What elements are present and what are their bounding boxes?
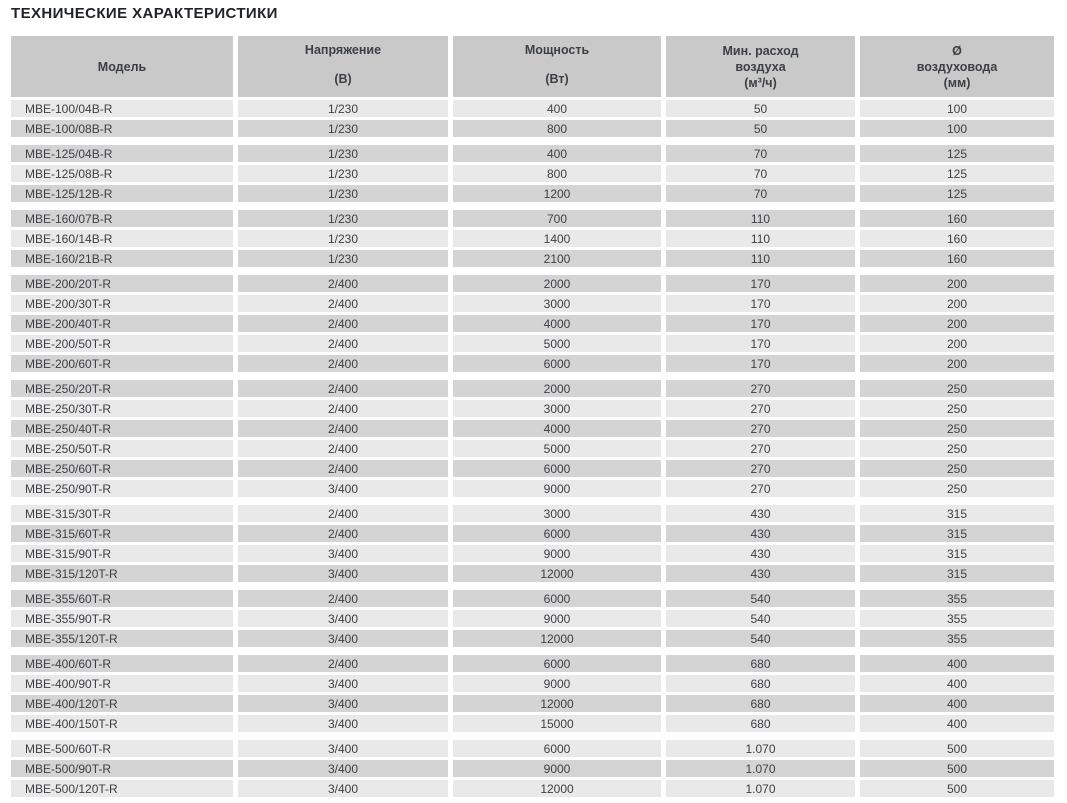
cell-power: 15000 (453, 715, 661, 732)
cell-diameter: 250 (860, 380, 1054, 397)
cell-model: MBE-355/120T-R (11, 630, 233, 647)
cell-voltage: 1/230 (238, 145, 448, 162)
cell-diameter: 200 (860, 335, 1054, 352)
cell-model: MBE-160/07B-R (11, 210, 233, 227)
cell-diameter: 200 (860, 295, 1054, 312)
cell-voltage: 2/400 (238, 335, 448, 352)
cell-model: MBE-400/120T-R (11, 695, 233, 712)
cell-voltage: 3/400 (238, 480, 448, 497)
cell-model: MBE-355/60T-R (11, 590, 233, 607)
cell-diameter: 250 (860, 480, 1054, 497)
cell-voltage: 2/400 (238, 460, 448, 477)
table-row (11, 505, 1055, 522)
cell-model: MBE-400/90T-R (11, 675, 233, 692)
cell-voltage: 1/230 (238, 165, 448, 182)
cell-model: MBE-250/90T-R (11, 480, 233, 497)
table-row (11, 355, 1055, 372)
cell-airflow: 680 (666, 655, 855, 672)
cell-diameter: 200 (860, 355, 1054, 372)
cell-model: MBE-100/04B-R (11, 100, 233, 117)
table-row (11, 760, 1055, 777)
cell-airflow: 680 (666, 695, 855, 712)
table-row (11, 100, 1055, 117)
cell-power: 6000 (453, 590, 661, 607)
cell-power: 9000 (453, 675, 661, 692)
table-row (11, 335, 1055, 352)
cell-airflow: 270 (666, 440, 855, 457)
cell-diameter: 315 (860, 525, 1054, 542)
cell-voltage: 3/400 (238, 545, 448, 562)
cell-voltage: 3/400 (238, 695, 448, 712)
cell-diameter: 250 (860, 460, 1054, 477)
cell-power: 4000 (453, 420, 661, 437)
table-row (11, 165, 1055, 182)
cell-power: 5000 (453, 440, 661, 457)
cell-diameter: 355 (860, 610, 1054, 627)
cell-diameter: 400 (860, 715, 1054, 732)
cell-voltage: 3/400 (238, 610, 448, 627)
table-row (11, 675, 1055, 692)
cell-diameter: 160 (860, 210, 1054, 227)
cell-airflow: 1.070 (666, 760, 855, 777)
cell-voltage: 2/400 (238, 400, 448, 417)
cell-airflow: 170 (666, 295, 855, 312)
cell-power: 400 (453, 100, 661, 117)
cell-diameter: 250 (860, 420, 1054, 437)
table-row (11, 545, 1055, 562)
cell-power: 800 (453, 120, 661, 137)
header-cell-model (11, 36, 233, 97)
cell-model: MBE-250/30T-R (11, 400, 233, 417)
cell-model: MBE-200/40T-R (11, 315, 233, 332)
table-row (11, 440, 1055, 457)
cell-model: MBE-315/120T-R (11, 565, 233, 582)
table-row (11, 565, 1055, 582)
table-row (11, 655, 1055, 672)
cell-airflow: 110 (666, 230, 855, 247)
cell-airflow: 1.070 (666, 780, 855, 797)
table-row (11, 780, 1055, 797)
cell-power: 6000 (453, 655, 661, 672)
cell-voltage: 3/400 (238, 760, 448, 777)
cell-airflow: 70 (666, 185, 855, 202)
table-row (11, 315, 1055, 332)
cell-airflow: 170 (666, 335, 855, 352)
cell-power: 800 (453, 165, 661, 182)
table-row (11, 590, 1055, 607)
cell-diameter: 250 (860, 440, 1054, 457)
cell-power: 6000 (453, 355, 661, 372)
cell-airflow: 270 (666, 460, 855, 477)
cell-diameter: 200 (860, 315, 1054, 332)
cell-diameter: 160 (860, 250, 1054, 267)
cell-airflow: 430 (666, 565, 855, 582)
cell-power: 1200 (453, 185, 661, 202)
cell-diameter: 400 (860, 695, 1054, 712)
table-row (11, 740, 1055, 757)
cell-diameter: 125 (860, 145, 1054, 162)
cell-model: MBE-500/60T-R (11, 740, 233, 757)
cell-voltage: 3/400 (238, 740, 448, 757)
cell-diameter: 315 (860, 545, 1054, 562)
cell-model: MBE-250/40T-R (11, 420, 233, 437)
cell-airflow: 540 (666, 630, 855, 647)
cell-voltage: 2/400 (238, 525, 448, 542)
spec-table (11, 36, 1055, 797)
cell-power: 3000 (453, 505, 661, 522)
cell-diameter: 500 (860, 780, 1054, 797)
cell-airflow: 50 (666, 120, 855, 137)
cell-diameter: 200 (860, 275, 1054, 292)
cell-airflow: 70 (666, 165, 855, 182)
cell-power: 12000 (453, 780, 661, 797)
cell-airflow: 110 (666, 250, 855, 267)
cell-airflow: 430 (666, 505, 855, 522)
cell-power: 1400 (453, 230, 661, 247)
cell-diameter: 500 (860, 760, 1054, 777)
cell-voltage: 2/400 (238, 440, 448, 457)
cell-power: 9000 (453, 610, 661, 627)
cell-airflow: 170 (666, 275, 855, 292)
cell-power: 700 (453, 210, 661, 227)
cell-airflow: 270 (666, 380, 855, 397)
cell-diameter: 400 (860, 655, 1054, 672)
header-label-line: воздуха (735, 59, 786, 74)
cell-voltage: 2/400 (238, 505, 448, 522)
table-row (11, 295, 1055, 312)
cell-power: 6000 (453, 460, 661, 477)
cell-power: 2100 (453, 250, 661, 267)
cell-model: MBE-500/90T-R (11, 760, 233, 777)
cell-voltage: 1/230 (238, 120, 448, 137)
cell-voltage: 1/230 (238, 250, 448, 267)
cell-diameter: 315 (860, 565, 1054, 582)
cell-airflow: 110 (666, 210, 855, 227)
header-label-line: Мин. расход (722, 43, 799, 58)
cell-model: MBE-250/60T-R (11, 460, 233, 477)
table-header-row (11, 36, 1055, 97)
cell-model: MBE-250/50T-R (11, 440, 233, 457)
cell-voltage: 2/400 (238, 355, 448, 372)
table-row (11, 695, 1055, 712)
cell-diameter: 315 (860, 505, 1054, 522)
cell-voltage: 2/400 (238, 420, 448, 437)
table-group (11, 210, 1055, 267)
cell-airflow: 430 (666, 525, 855, 542)
cell-airflow: 680 (666, 675, 855, 692)
table-row (11, 380, 1055, 397)
cell-airflow: 170 (666, 315, 855, 332)
cell-voltage: 3/400 (238, 675, 448, 692)
cell-model: MBE-400/60T-R (11, 655, 233, 672)
cell-diameter: 125 (860, 185, 1054, 202)
header-label-line: (В) (334, 72, 352, 86)
cell-airflow: 1.070 (666, 740, 855, 757)
table-row (11, 120, 1055, 137)
cell-power: 3000 (453, 295, 661, 312)
cell-power: 2000 (453, 380, 661, 397)
cell-voltage: 3/400 (238, 565, 448, 582)
cell-voltage: 2/400 (238, 315, 448, 332)
table-row (11, 275, 1055, 292)
header-label-line: Модель (97, 59, 147, 74)
cell-power: 4000 (453, 315, 661, 332)
table-row (11, 230, 1055, 247)
cell-airflow: 270 (666, 480, 855, 497)
cell-power: 9000 (453, 545, 661, 562)
cell-voltage: 2/400 (238, 275, 448, 292)
cell-power: 9000 (453, 480, 661, 497)
header-cell-diameter (860, 36, 1054, 97)
cell-airflow: 70 (666, 145, 855, 162)
table-group (11, 145, 1055, 202)
table-group (11, 380, 1055, 497)
cell-voltage: 1/230 (238, 230, 448, 247)
table-group (11, 590, 1055, 647)
table-group (11, 100, 1055, 137)
cell-diameter: 355 (860, 630, 1054, 647)
cell-model: MBE-355/90T-R (11, 610, 233, 627)
cell-voltage: 3/400 (238, 780, 448, 797)
cell-voltage: 2/400 (238, 590, 448, 607)
header-label-line: (м³/ч) (744, 75, 777, 90)
table-row (11, 145, 1055, 162)
table-row (11, 210, 1055, 227)
cell-model: MBE-160/21B-R (11, 250, 233, 267)
cell-power: 6000 (453, 740, 661, 757)
cell-diameter: 100 (860, 100, 1054, 117)
cell-power: 12000 (453, 565, 661, 582)
cell-model: MBE-200/30T-R (11, 295, 233, 312)
cell-airflow: 540 (666, 610, 855, 627)
cell-airflow: 430 (666, 545, 855, 562)
header-cell-voltage (238, 36, 448, 97)
cell-power: 12000 (453, 695, 661, 712)
cell-voltage: 3/400 (238, 630, 448, 647)
cell-voltage: 1/230 (238, 100, 448, 117)
cell-airflow: 540 (666, 590, 855, 607)
cell-model: MBE-400/150T-R (11, 715, 233, 732)
table-row (11, 610, 1055, 627)
table-group (11, 740, 1055, 797)
header-cell-airflow (666, 36, 855, 97)
cell-power: 3000 (453, 400, 661, 417)
cell-model: MBE-315/30T-R (11, 505, 233, 522)
table-group (11, 275, 1055, 372)
header-label-line: (мм) (943, 75, 971, 90)
cell-airflow: 270 (666, 420, 855, 437)
cell-diameter: 400 (860, 675, 1054, 692)
cell-airflow: 50 (666, 100, 855, 117)
cell-model: MBE-315/60T-R (11, 525, 233, 542)
page-title: ТЕХНИЧЕСКИЕ ХАРАКТЕРИСТИКИ (11, 5, 278, 22)
table-row (11, 630, 1055, 647)
table-row (11, 715, 1055, 732)
cell-model: MBE-100/08B-R (11, 120, 233, 137)
table-row (11, 480, 1055, 497)
cell-voltage: 3/400 (238, 715, 448, 732)
cell-diameter: 160 (860, 230, 1054, 247)
cell-voltage: 2/400 (238, 295, 448, 312)
cell-airflow: 270 (666, 400, 855, 417)
cell-model: MBE-125/12B-R (11, 185, 233, 202)
cell-diameter: 100 (860, 120, 1054, 137)
header-label-line: Ø (952, 43, 962, 58)
table-row (11, 250, 1055, 267)
header-label-line: Напряжение (304, 43, 382, 57)
table-group (11, 505, 1055, 582)
cell-voltage: 1/230 (238, 185, 448, 202)
cell-diameter: 355 (860, 590, 1054, 607)
header-label-line: (Вт) (545, 72, 569, 86)
cell-power: 5000 (453, 335, 661, 352)
cell-model: MBE-315/90T-R (11, 545, 233, 562)
cell-power: 2000 (453, 275, 661, 292)
cell-diameter: 500 (860, 740, 1054, 757)
table-row (11, 525, 1055, 542)
header-label-line: Мощность (524, 43, 590, 57)
cell-diameter: 125 (860, 165, 1054, 182)
cell-airflow: 170 (666, 355, 855, 372)
table-row (11, 460, 1055, 477)
table-row (11, 185, 1055, 202)
cell-power: 400 (453, 145, 661, 162)
cell-voltage: 1/230 (238, 210, 448, 227)
table-body (11, 100, 1055, 797)
cell-model: MBE-125/08B-R (11, 165, 233, 182)
cell-airflow: 680 (666, 715, 855, 732)
cell-model: MBE-250/20T-R (11, 380, 233, 397)
cell-voltage: 2/400 (238, 655, 448, 672)
cell-model: MBE-125/04B-R (11, 145, 233, 162)
cell-power: 9000 (453, 760, 661, 777)
cell-model: MBE-200/60T-R (11, 355, 233, 372)
cell-model: MBE-200/20T-R (11, 275, 233, 292)
table-row (11, 420, 1055, 437)
cell-diameter: 250 (860, 400, 1054, 417)
table-group (11, 655, 1055, 732)
table-row (11, 400, 1055, 417)
cell-voltage: 2/400 (238, 380, 448, 397)
cell-model: MBE-160/14B-R (11, 230, 233, 247)
cell-power: 12000 (453, 630, 661, 647)
cell-model: MBE-200/50T-R (11, 335, 233, 352)
header-cell-power (453, 36, 661, 97)
cell-power: 6000 (453, 525, 661, 542)
header-label-line: воздуховода (916, 59, 998, 74)
cell-model: MBE-500/120T-R (11, 780, 233, 797)
